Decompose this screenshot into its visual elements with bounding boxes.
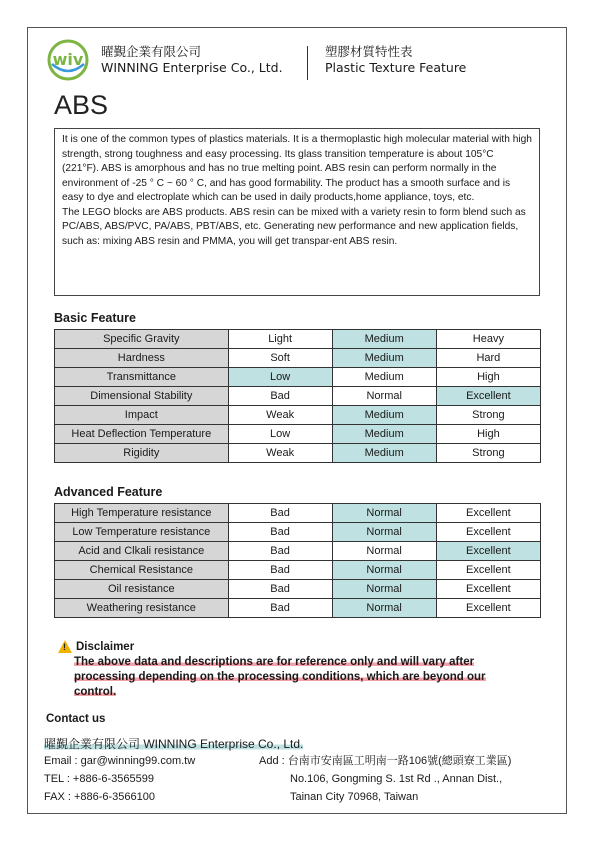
feature-value: Bad xyxy=(228,523,332,542)
feature-value: Bad xyxy=(228,580,332,599)
feature-label: Impact xyxy=(55,406,229,425)
feature-row xyxy=(55,425,541,444)
feature-label: Specific Gravity xyxy=(55,330,229,349)
contact-address-zh: Add : 台南市安南區工明南一路106號(總頭寮工業區) xyxy=(259,755,512,767)
feature-label: Weathering resistance xyxy=(55,599,229,618)
feature-value-selected: Excellent xyxy=(436,387,540,406)
material-title: ABS xyxy=(54,90,109,120)
contact-heading: Contact us xyxy=(46,713,106,725)
feature-row xyxy=(55,580,541,599)
feature-row xyxy=(55,504,541,523)
feature-value: Bad xyxy=(228,504,332,523)
contact-address-line1: No.106, Gongming S. 1st Rd ., Annan Dist., xyxy=(290,773,503,785)
feature-value-selected: Normal xyxy=(332,599,436,618)
feature-label: Dimensional Stability xyxy=(55,387,229,406)
winning-logo-icon xyxy=(46,38,90,82)
description-paragraph: The LEGO blocks are ABS products. ABS resin can be mixed with a variety resin to form blend such as PC/ABS, ABS/PVC, PA/ABS, PBT/ABS, etc. Generating new performance and new application fields, such as: mixing ABS resin and PMMA, you will get transpar-ent ABS resin. xyxy=(62,206,526,247)
contact-address-line2: Tainan City 70968, Taiwan xyxy=(290,791,419,803)
svg-text:wiv: wiv xyxy=(52,50,84,69)
document-type-zh: 塑膠材質特性表 xyxy=(325,44,413,59)
company-name-en: WINNING Enterprise Co., Ltd. xyxy=(101,60,283,75)
feature-value-selected: Low xyxy=(228,368,332,387)
feature-value: Bad xyxy=(228,599,332,618)
feature-value: Soft xyxy=(228,349,332,368)
contact-tel: TEL : +886-6-3565599 xyxy=(44,773,154,785)
feature-value: High xyxy=(436,368,540,387)
feature-value-selected: Excellent xyxy=(436,542,540,561)
warning-icon: ! xyxy=(58,640,72,653)
feature-row xyxy=(55,542,541,561)
feature-row xyxy=(55,444,541,463)
feature-value: Excellent xyxy=(436,523,540,542)
advanced-feature-table xyxy=(54,503,541,618)
advanced-feature-heading: Advanced Feature xyxy=(54,485,163,499)
feature-row xyxy=(55,387,541,406)
document-type xyxy=(325,44,466,76)
feature-value: Normal xyxy=(332,387,436,406)
feature-label: Low Temperature resistance xyxy=(55,523,229,542)
feature-value-selected: Normal xyxy=(332,504,436,523)
feature-row xyxy=(55,330,541,349)
feature-value-selected: Normal xyxy=(332,561,436,580)
feature-label: Transmittance xyxy=(55,368,229,387)
basic-feature-table xyxy=(54,329,541,463)
feature-value: Strong xyxy=(436,444,540,463)
disclaimer xyxy=(58,640,514,700)
feature-label: Hardness xyxy=(55,349,229,368)
disclaimer-text: The above data and descriptions are for reference only and will vary after processing depending on the processing conditions, which are beyond our control. xyxy=(74,656,486,698)
description-box xyxy=(54,128,540,296)
contact-company: 曜覲企業有限公司 WINNING Enterprise Co., Ltd. xyxy=(44,737,304,751)
feature-value-selected: Medium xyxy=(332,349,436,368)
feature-label: Acid and Clkali resistance xyxy=(55,542,229,561)
feature-value: Normal xyxy=(332,542,436,561)
feature-value: Excellent xyxy=(436,599,540,618)
feature-label: High Temperature resistance xyxy=(55,504,229,523)
feature-row xyxy=(55,368,541,387)
company-name-zh: 曜覲企業有限公司 xyxy=(101,44,202,59)
feature-label: Oil resistance xyxy=(55,580,229,599)
description-paragraph: It is one of the common types of plastics materials. It is a thermoplastic high molecular material with high strength, strong toughness and easy processing. Its glass transition temperature is about 105°C (221°F). ABS is amorphous and has no true melting point. ABS resin can perform normally in the environment of -25 ° C ~ 60 ° C, and has good formability. The product has a smooth surface and is easy to dye and electroplate which can be used in daily products,home appliance, toys, etc. xyxy=(62,134,532,203)
feature-row xyxy=(55,599,541,618)
feature-value: Bad xyxy=(228,542,332,561)
feature-label: Chemical Resistance xyxy=(55,561,229,580)
feature-value-selected: Medium xyxy=(332,444,436,463)
feature-value-selected: Normal xyxy=(332,580,436,599)
feature-row xyxy=(55,561,541,580)
header-divider xyxy=(307,46,308,80)
disclaimer-heading: Disclaimer xyxy=(76,640,135,653)
feature-value-selected: Medium xyxy=(332,425,436,444)
contact-fax: FAX : +886-6-3566100 xyxy=(44,791,155,803)
feature-value: Weak xyxy=(228,406,332,425)
feature-value-selected: Medium xyxy=(332,406,436,425)
feature-value-selected: Normal xyxy=(332,523,436,542)
feature-value: Heavy xyxy=(436,330,540,349)
feature-value: Strong xyxy=(436,406,540,425)
feature-value: High xyxy=(436,425,540,444)
feature-value: Light xyxy=(228,330,332,349)
company-name xyxy=(101,44,283,76)
feature-value: Excellent xyxy=(436,580,540,599)
feature-label: Heat Deflection Temperature xyxy=(55,425,229,444)
contact-email: Email : gar@winning99.com.tw xyxy=(44,755,196,767)
feature-value: Excellent xyxy=(436,504,540,523)
feature-value: Bad xyxy=(228,387,332,406)
feature-value-selected: Medium xyxy=(332,330,436,349)
feature-value: Low xyxy=(228,425,332,444)
feature-value: Medium xyxy=(332,368,436,387)
feature-value: Weak xyxy=(228,444,332,463)
feature-row xyxy=(55,523,541,542)
basic-feature-heading: Basic Feature xyxy=(54,311,136,325)
feature-row xyxy=(55,349,541,368)
feature-value: Hard xyxy=(436,349,540,368)
document-type-en: Plastic Texture Feature xyxy=(325,60,467,75)
feature-label: Rigidity xyxy=(55,444,229,463)
feature-value: Excellent xyxy=(436,561,540,580)
feature-value: Bad xyxy=(228,561,332,580)
feature-row xyxy=(55,406,541,425)
